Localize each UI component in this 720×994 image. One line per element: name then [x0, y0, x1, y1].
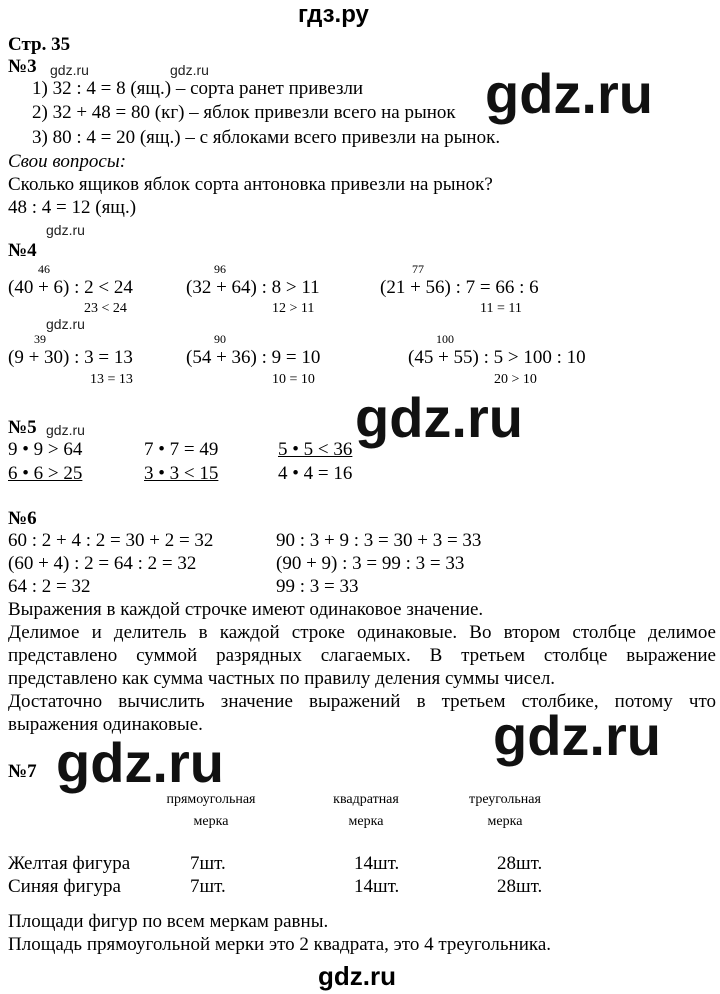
task6-left-2: (60 + 4) : 2 = 64 : 2 = 32 — [8, 553, 197, 574]
task6-text-6: выражения одинаковые. — [8, 714, 203, 735]
task4-check-2: 12 > 11 — [272, 301, 315, 316]
task7-row-1-value-1: 7шт. — [190, 853, 226, 874]
task5-cell-1: 9 • 9 > 64 — [8, 439, 83, 460]
task5-cell-2: 7 • 7 = 49 — [144, 439, 219, 460]
task4-expr-1: (40 + 6) : 2 < 24 — [8, 277, 133, 298]
task4-expr-2: (32 + 64) : 8 > 11 — [186, 277, 320, 298]
task3-number: №3 — [8, 56, 37, 77]
task6-text-3: представлено суммой разрядных слагаемых. В третьем столбце выражение — [8, 645, 716, 666]
task7-row-2-value-2: 14шт. — [354, 876, 400, 897]
task5-number: №5 — [8, 417, 37, 438]
task6-text-5: Достаточно вычислить значение выражений в третьем столбике, потому что — [8, 691, 716, 712]
task4-top-1: 46 — [38, 262, 50, 276]
task7-header-2-line2: мерка — [348, 814, 384, 829]
task5-cell-6: 4 • 4 = 16 — [278, 463, 353, 484]
task4-expr-5: (54 + 36) : 9 = 10 — [186, 347, 321, 368]
watermark-big-3: gdz.ru — [493, 704, 661, 767]
own-questions-label: Свои вопросы: — [8, 151, 127, 172]
task7-number: №7 — [8, 761, 37, 782]
task7-header-3-line1: треугольная — [469, 792, 541, 807]
task7-header-2 — [316, 789, 416, 833]
task4-top-2: 96 — [214, 262, 226, 276]
task4-check-5: 10 = 10 — [272, 372, 315, 387]
task5-cell-4: 6 • 6 > 25 — [8, 463, 83, 484]
watermark-big-2: gdz.ru — [355, 386, 523, 449]
task7-header-3-line2: мерка — [487, 814, 523, 829]
task3-answer: 48 : 4 = 12 (ящ.) — [8, 197, 137, 218]
task4-expr-4: (9 + 30) : 3 = 13 — [8, 347, 133, 368]
task4-expr-3: (21 + 56) : 7 = 66 : 6 — [380, 277, 539, 298]
task7-row-1-value-2: 14шт. — [354, 853, 400, 874]
task4-number: №4 — [8, 240, 37, 261]
task4-check-6: 20 > 10 — [494, 372, 537, 387]
task3-line-2: 2) 32 + 48 = 80 (кг) – яблок привезли всего на рынок — [32, 102, 456, 123]
watermark-small-5: gdz.ru — [46, 422, 85, 438]
watermark-big-1: gdz.ru — [485, 62, 653, 125]
task6-text-1: Выражения в каждой строчке имеют одинаковое значение. — [8, 599, 484, 620]
task7-header-3 — [450, 789, 560, 833]
task6-left-1: 60 : 2 + 4 : 2 = 30 + 2 = 32 — [8, 530, 214, 551]
task7-row-2-value-3: 28шт. — [497, 876, 543, 897]
task6-text-2: Делимое и делитель в каждой строке одинаковые. Во втором столбце делимое — [8, 622, 716, 643]
task7-header-1-line2: мерка — [193, 814, 229, 829]
task4-check-4: 13 = 13 — [90, 372, 133, 387]
task3-line-3: 3) 80 : 4 = 20 (ящ.) – с яблоками всего привезли на рынок. — [32, 127, 501, 148]
task4-check-3: 11 = 11 — [480, 301, 522, 316]
task6-right-1: 90 : 3 + 9 : 3 = 30 + 3 = 33 — [276, 530, 482, 551]
watermark-small-1: gdz.ru — [50, 62, 89, 78]
task7-conclusion-2: Площадь прямоугольной мерки это 2 квадрата, это 4 треугольника. — [8, 934, 552, 955]
task7-header-1-line1: прямоугольная — [166, 792, 256, 807]
task4-top-5: 90 — [214, 332, 226, 346]
task5-cell-5: 3 • 3 < 15 — [144, 463, 219, 484]
footer-watermark: gdz.ru — [318, 961, 396, 991]
task7-row-1-value-3: 28шт. — [497, 853, 543, 874]
task6-right-2: (90 + 9) : 3 = 99 : 3 = 33 — [276, 553, 465, 574]
task6-text-4: представлено как сумма частных по правилу деления суммы чисел. — [8, 668, 556, 689]
task4-top-6: 100 — [436, 332, 454, 346]
task7-row-2-label: Синяя фигура — [8, 876, 121, 897]
task7-row-2-value-1: 7шт. — [190, 876, 226, 897]
task3-line-1: 1) 32 : 4 = 8 (ящ.) – сорта ранет привезли — [32, 78, 364, 99]
task4-top-4: 39 — [34, 332, 46, 346]
task6-number: №6 — [8, 508, 37, 529]
task7-header-2-line1: квадратная — [333, 792, 399, 807]
task5-cell-3: 5 • 5 < 36 — [278, 439, 353, 460]
task7-row-1-label: Желтая фигура — [8, 853, 131, 874]
task6-left-3: 64 : 2 = 32 — [8, 576, 91, 597]
task4-top-3: 77 — [412, 262, 424, 276]
watermark-small-2: gdz.ru — [170, 62, 209, 78]
watermark-big-4: gdz.ru — [56, 731, 224, 794]
task7-header-1 — [146, 789, 276, 833]
watermark-small-3: gdz.ru — [46, 222, 85, 238]
page-label: Стр. 35 — [8, 34, 71, 55]
watermark-small-4: gdz.ru — [46, 316, 85, 332]
task6-right-3: 99 : 3 = 33 — [276, 576, 359, 597]
site-header: гдз.ру — [298, 1, 369, 28]
task3-question: Сколько ящиков яблок сорта антоновка привезли на рынок? — [8, 174, 493, 195]
task4-check-1: 23 < 24 — [84, 301, 127, 316]
task4-expr-6: (45 + 55) : 5 > 100 : 10 — [408, 347, 586, 368]
task7-conclusion-1: Площади фигур по всем меркам равны. — [8, 911, 329, 932]
